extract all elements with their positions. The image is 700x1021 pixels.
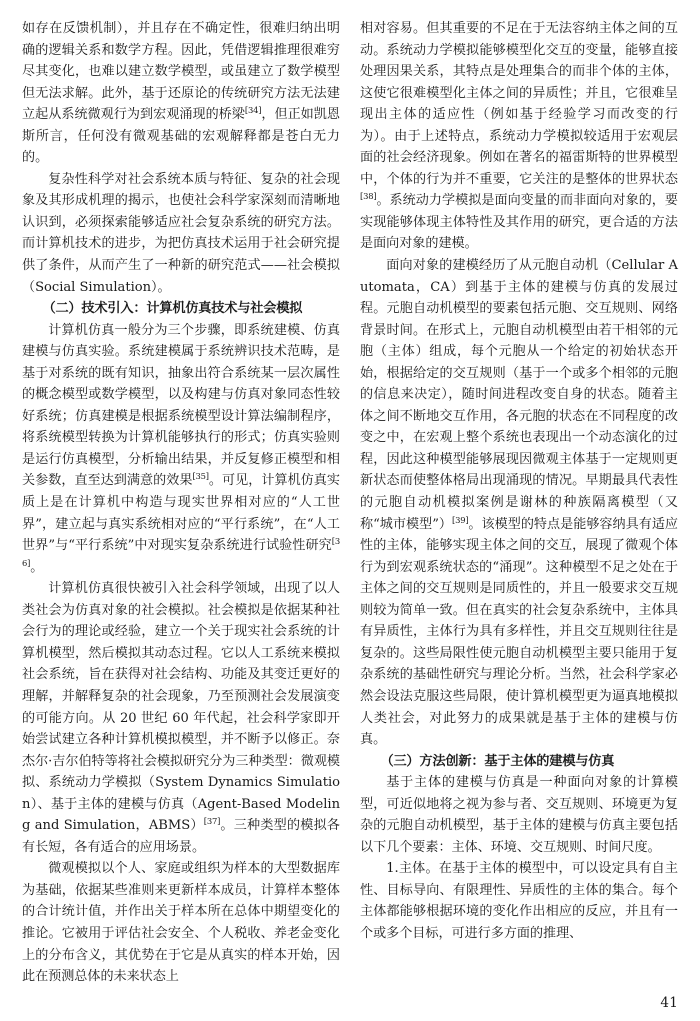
reference-marker: [34] bbox=[244, 104, 262, 115]
paragraph-text-continued-2: 。 bbox=[30, 559, 44, 575]
paragraph: 基于主体的建模与仿真是一种面向对象的计算模型，可近似地将之视为参与者、交互规则、环境更为复杂的元胞自动机模型，基于主体的建模与仿真主要包括以下几个要素：主体、环境、交互规则、时间尺度。 bbox=[360, 775, 678, 855]
paragraph-text: 计算机仿真很快被引入社会科学领域，出现了以人类社会为仿真对象的社会模拟。社会模拟是依据某种社会行为的理论或经验，建立一个关于现实社会系统的计算机模型，然后模拟其动态过程。它以人工系统来模拟社会系统，旨在获得对社会结构、功能及其变迁更好的理解，并解释复杂的社会现象，乃至预测社会发展演变的可能方向。从 20 世纪 60 年代起，社会科学家即开始尝试建立各种计算机模拟模型，并不断予以修正。奈杰尔·吉尔伯特等将社会模拟研究分为三种类型：微观模拟、系统动力学模拟（System Dynamics Simulation）、基于主体的建模与仿真（Agent-Based Modeling and Simulation，ABMS） bbox=[22, 581, 340, 834]
two-column-body bbox=[22, 18, 678, 985]
paragraph-text: 如存在反馈机制），并且存在不确定性，很难归纳出明确的逻辑关系和数学方程。因此，凭借逻辑推理很难穷尽其变化，也难以建立数学模型，或虽建立了数学模型但无法求解。此外，基于还原论的传统研究方法无法建立起从系统微观行为到宏观涌现的桥梁 bbox=[22, 21, 340, 123]
paragraph-text: 面向对象的建模经历了从元胞自动机（Cellular Automata，CA）到基于主体的建模与仿真的发展过程。元胞自动机模型的要素包括元胞、交互规则、网络背景时间。在形式上，元胞自动机模型由若干相邻的元胞（主体）组成，每个元胞从一个给定的初始状态开始，根据给定的交互规则（基于一个或多个相邻的元胞的信息来决定），随时间进程改变自身的状态。随着主体之间不断地交互作用，各元胞的状态在不同程度的改变之中，在宏观上整个系统也表现出一个动态演化的过程，因此这种模型能够展现因微观主体基于一定规则更新状态而使整体格局出现涌现的情况。早期最具代表性的元胞自动机模拟案例是谢林的种族隔离模型（又称“城市模型”） bbox=[360, 258, 678, 532]
reference-marker: [36] bbox=[22, 535, 340, 568]
paragraph-text-continued: 。该模型的特点是能够容纳具有适应性的主体，能够实现主体之间的交互，展现了微观个体行为到宏观系统状态的“涌现”。这种模型不足之处在于主体之间的交互规则是同质性的，并且一般要求交互规则较为简单一致。但在真实的社会复杂系统中，主体具有异质性，主体行为具有多样性，并且交互规则往往是复杂的。这些局限性使元胞自动机模型主要只能用于复杂系统的基础性研究与理论分析。当然，社会科学家必然会设法克服这些局限，使计算机模型更为逼真地模拟人类社会，对此努力的成果就是基于主体的建模与仿真。 bbox=[360, 516, 678, 748]
paragraph-text: 相对容易。但其重要的不足在于无法容纳主体之间的互动。系统动力学模拟能够模型化交互的变量，能够直接处理因果关系，其特点是处理集合的而非个体的主体，这使它很难模型化主体之间的异质性；并且，它很难呈现出主体的适应性（例如基于经验学习而改变的行为）。由于上述特点，系统动力学模拟较适用于宏观层面的社会经济现象。例如在著名的福雷斯特的世界模型中，个体的行为并不重要，它关注的是整体的世界状态 bbox=[360, 21, 678, 187]
reference-marker: [39] bbox=[452, 514, 469, 525]
paragraph bbox=[22, 320, 340, 579]
reference-marker: [38] bbox=[360, 191, 377, 202]
paragraph bbox=[22, 18, 340, 169]
paragraph-text-continued: 。可见，计算机仿真实质上是在计算机中构造与现实世界相对应的“人工世界”，建立起与真实系统相对应的“平行系统”，在“人工世界”与“平行系统”中对现实复杂系统进行试验性研究 bbox=[22, 473, 340, 554]
paragraph-text-continued: 。系统动力学模拟是面向变量的而非面向对象的，要实现能够体现主体特性及其作用的研究，更合适的方法是面向对象的建模。 bbox=[360, 193, 678, 252]
reference-marker: [37] bbox=[203, 816, 221, 827]
page-number: 41 bbox=[660, 995, 678, 1011]
section-heading-technology-introduction: （二）技术引入：计算机仿真技术与社会模拟 bbox=[42, 301, 303, 317]
right-column bbox=[360, 18, 678, 945]
paragraph: 复杂性科学对社会系统本质与特征、复杂的社会现象及其形成机理的揭示，也使社会科学家深刻而清晰地认识到，必须探索能够适应社会复杂系统的研究方法。而计算机技术的进步，为把仿真技术运用于社会研究提供了条件，从而产生了一种新的研究范式——社会模拟（Social Simulation）。 bbox=[22, 171, 340, 295]
paragraph: 微观模拟以个人、家庭或组织为样本的大型数据库为基础，依据某些准则来更新样本成员，计算样本整体的合计统计值，并作出关于样本所在总体中期望变化的推论。它被用于评估社会安全、个人税收、养老金变化上的分布含义，其优势在于它是从真实的样本开始，因此在预测总体的未来状态上 bbox=[22, 861, 340, 985]
paragraph-text-continued: 。三种类型的模拟各有长短，各有适合的应用场景。 bbox=[22, 818, 340, 855]
left-column bbox=[22, 18, 340, 988]
reference-marker: [35] bbox=[192, 471, 209, 482]
paragraph-text: 计算机仿真一般分为三个步骤，即系统建模、仿真建模与仿真实验。系统建模属于系统辨识技术范畴，是基于对系统的既有知识，抽象出符合系统某一层次属性的概念模型或数学模型，以及构建与仿真对象同态性较好系统；仿真建模是根据系统模型设计算法编制程序，将系统模型转换为计算机能够执行的形式；仿真实验则是运行仿真模型，分析输出结果，并反复修正模型和相关参数，直至达到满意的效果 bbox=[22, 322, 340, 489]
paragraph-text-continued: ，但正如凯恩斯所言，任何没有微观基础的宏观解释都是苍白无力的。 bbox=[22, 107, 340, 166]
paragraph bbox=[360, 255, 678, 751]
section-heading-method-innovation: （三）方法创新：基于主体的建模与仿真 bbox=[380, 753, 615, 769]
paragraph bbox=[22, 578, 340, 858]
paragraph bbox=[360, 18, 678, 255]
paragraph: 1.主体。在基于主体的模型中，可以设定具有自主性、目标导向、有限理性、异质性的主体的集合。每个主体都能够根据环境的变化作出相应的反应，并且有一个或多个目标，可进行多方面的推理、 bbox=[360, 861, 678, 941]
